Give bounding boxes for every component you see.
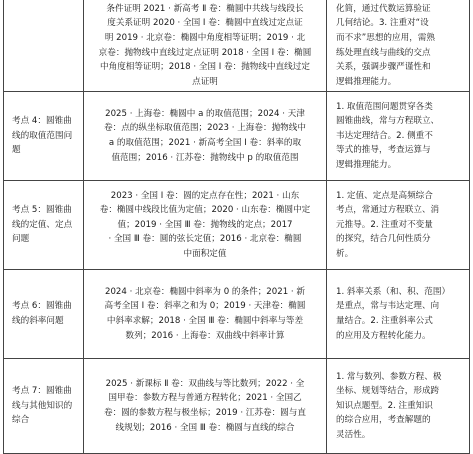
topic-line: 考点 7：圆锥曲 (12, 386, 72, 397)
exam-line: 2025 · 上海卷：椭圆中 a 的取值范围；2024 · 天津 (105, 108, 305, 119)
exam-line: 值范围；2016 · 江苏卷：抛物线中 p 的取值范围 (111, 152, 299, 163)
exam-line: 高考全国 Ⅰ 卷：斜率之和为 0；2019 · 天津卷：椭圆 (104, 301, 306, 312)
notes-cell (327, 0, 470, 92)
note-line: 1. 斜率关系（和、积、范围） (336, 286, 451, 297)
exam-line: 中斜率求解；2018 · 全国 Ⅲ 卷：椭圆中斜率与等差 (106, 316, 304, 326)
exam-line: 明 2019 · 北京卷：椭圆中角度相等证明；2019 · 北 (104, 32, 306, 43)
note-line: 练处理直线与曲线的交点 (336, 47, 431, 58)
exam-list-cell (84, 270, 327, 359)
topic-cell (4, 0, 84, 92)
notes-cell (327, 181, 470, 270)
note-line: 等式的推导，考查运算与 (336, 145, 431, 156)
exam-line: 度关系证明 2020 · 全国 Ⅰ 卷：椭圆中直线过定点证 (107, 18, 303, 29)
exam-list-cell (84, 181, 327, 270)
topic-line: 考点 4：圆锥曲 (12, 116, 72, 127)
note-line: 量结合。2. 注重斜率公式 (336, 316, 433, 326)
note-line: 化简，通过代数运算验证 (336, 3, 431, 14)
note-line: 是重点，常与韦达定理、向 (336, 301, 440, 312)
topic-cell (4, 92, 84, 181)
note-line: 的应用及方程转化能力。 (336, 330, 431, 341)
note-line: 知识点题型。2. 注重知识 (336, 400, 433, 411)
note-line: 逻辑推理能力。 (336, 76, 397, 87)
topic-cell (4, 181, 84, 270)
table-row (4, 270, 470, 359)
exam-line: · 全国 Ⅲ 卷：圆的弦长定值；2016 · 北京卷：椭圆 (108, 234, 302, 245)
topic-line: 考点 5：圆锥曲 (12, 205, 72, 216)
exam-line: 卷：点的纵坐标取值范围；2023 · 上海卷：抛物线中 (104, 123, 306, 134)
exam-line: 数列；2016 · 上海卷：双曲线中斜率计算 (125, 330, 285, 341)
exam-line: 点证明 (192, 76, 218, 87)
exam-line: 卷：圆的参数方程与极坐标；2019 · 江苏卷：圆与直 (104, 408, 306, 418)
note-line: 圆锥曲线，常与方程联立、 (336, 116, 440, 127)
note-line: 元推导。2. 注重对不变量 (336, 219, 433, 230)
note-line: 坐标、规划等结合，形成跨 (336, 386, 440, 397)
note-line: 而不求”思想的应用，需熟 (336, 32, 435, 43)
notes-cell (327, 92, 470, 181)
table-row (4, 0, 470, 92)
note-line: 韦达定理结合。2. 侧重不 (336, 130, 433, 141)
exam-line: 2025 · 新课标 Ⅱ 卷：双曲线与等比数列；2022 · 全 (105, 378, 305, 389)
topic-line: 题 (12, 145, 21, 156)
note-line: 1. 常与数列、参数方程、极 (336, 371, 442, 382)
topic-line: 线的定值、定点 (12, 219, 73, 230)
exam-line: 卷：椭圆中线段比值为定值；2020 · 山东卷：椭圆中定 (99, 205, 311, 216)
topic-line: 线的斜率问题 (12, 316, 64, 326)
note-line: 考点，常通过方程联立、消 (336, 205, 440, 216)
note-line: 逻辑推理能力。 (336, 159, 397, 170)
table-row (4, 359, 470, 454)
exam-line: 中角度相等证明；2018 · 全国 Ⅰ 卷：抛物线中直线过定 (100, 62, 310, 73)
exam-topic-table (3, 0, 470, 454)
topic-cell (4, 359, 84, 454)
topic-cell (4, 270, 84, 359)
exam-line: a 的取值范围；2021 · 新高考全国 Ⅰ 卷：斜率的取 (108, 138, 302, 148)
topic-line: 问题 (12, 234, 30, 245)
topic-line: 线与其他知识的 (12, 400, 73, 411)
exam-list-cell (84, 0, 327, 92)
table-row (4, 92, 470, 181)
topic-line: 线的取值范围问 (12, 130, 73, 141)
note-line: 几何结论。3. 注重对“设 (336, 18, 429, 29)
exam-line: 京卷：抛物线中直线过定点证明 2018 · 全国 Ⅰ 卷：椭圆 (98, 47, 312, 58)
topic-line: 综合 (12, 415, 30, 426)
exam-list-cell (84, 92, 327, 181)
exam-list-cell (84, 359, 327, 454)
notes-cell (327, 270, 470, 359)
notes-cell (327, 359, 470, 454)
exam-line: 2024 · 北京卷：椭圆中斜率为 0 的条件；2021 · 新 (105, 286, 305, 297)
table-row (4, 181, 470, 270)
exam-line: 条件证明 2021 · 新高考 Ⅱ 卷：椭圆中共线与线段长 (106, 3, 304, 14)
exam-line: 值；2019 · 全国 Ⅲ 卷：抛物线的定点；2017 (117, 219, 293, 230)
exam-line: 国甲卷：参数方程与普通方程转化；2021 · 全国乙 (108, 393, 302, 404)
note-line: 析。 (336, 248, 354, 259)
note-line: 灵活性。 (336, 429, 371, 440)
note-line: 1. 取值范围问题贯穿各类 (336, 101, 433, 112)
topic-line: 考点 6：圆锥曲 (12, 301, 72, 312)
exam-line: 中面积定值 (183, 248, 227, 259)
note-line: 1. 定值、定点是高频综合 (336, 190, 433, 201)
exam-line: 线规划；2016 · 全国 Ⅲ 卷：椭圆与直线的综合 (115, 422, 295, 433)
note-line: 关系，强调步骤严谨性和 (336, 62, 431, 73)
note-line: 的探究，结合几何性质分 (336, 234, 431, 245)
note-line: 的综合应用，考查解题的 (336, 415, 431, 426)
exam-line: 2023 · 全国 Ⅰ 卷：圆的定点存在性；2021 · 山东 (110, 190, 300, 201)
